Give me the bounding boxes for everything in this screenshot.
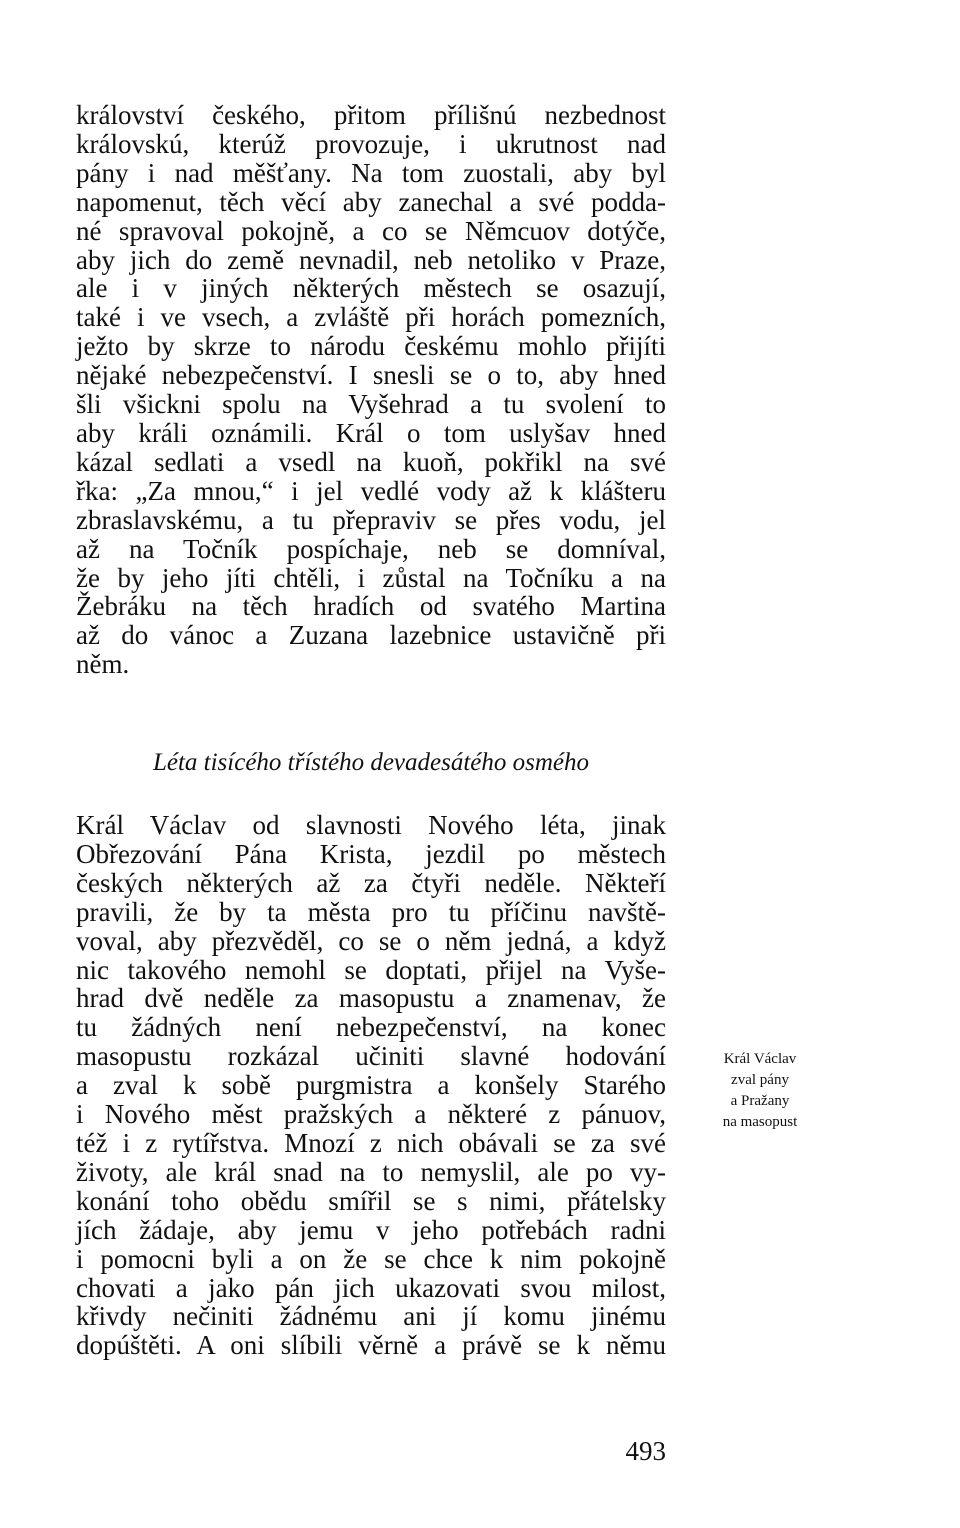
text-line: královskú, kterúž provozuje, i ukrutnost nad	[76, 128, 666, 159]
text-line: něm.	[76, 649, 130, 680]
text-line: aby jich do země nevnadil, neb netoliko v Praze,	[76, 244, 666, 275]
text-line: i Nového měst pražských a některé z pánuov,	[76, 1099, 666, 1130]
text-line: jích žádaje, aby jemu v jeho potřebách radni	[76, 1214, 666, 1245]
text-line: né spravoval pokojně, a co se Němcuov dotýče,	[76, 215, 666, 246]
text-line: konání toho obědu smířil se s nimi, přátelsky	[76, 1185, 666, 1216]
text-line: českých některých až za čtyři neděle. Někteří	[76, 867, 666, 898]
text-line: dopúštěti. A oni slíbili věrně a právě se k němu	[76, 1330, 666, 1361]
text-line: pány i nad měšťany. Na tom zuostali, aby byl	[76, 157, 666, 188]
text-line: masopustu rozkázal učiniti slavné hodování	[76, 1041, 666, 1072]
text-line: křivdy nečiniti žádnému ani jí komu jinému	[76, 1301, 666, 1332]
text-line: Král Václav od slavnosti Nového léta, jinak	[76, 810, 666, 840]
margin-note-line: Král Václav	[723, 1051, 797, 1067]
margin-note-line: a Pražany	[730, 1093, 790, 1109]
text-line: ježto by skrze to národu českému mohlo přijíti	[76, 331, 666, 362]
text-line: až do vánoc a Zuzana lazebnice ustavičně při	[76, 620, 666, 651]
text-line: pravili, že by ta města pro tu příčinu navště-	[76, 896, 666, 927]
margin-note-line: zval pány	[731, 1072, 789, 1088]
text-line: Žebráku na těch hradích od svatého Martina	[76, 591, 666, 622]
paragraph	[76, 811, 666, 1360]
text-line: tu žádných není nebezpečenství, na konec	[76, 1012, 666, 1043]
text-line: šli všickni spolu na Vyšehrad a tu svolení to	[76, 389, 666, 420]
section-heading: Léta tisícého třístého devadesátého osmého	[152, 749, 590, 776]
text-line: kázal sedlati a vsedl na kuoň, pokřikl na své	[76, 446, 666, 477]
text-line: nějaké nebezpečenství. I snesli se o to, aby hned	[76, 360, 666, 391]
text-line: životy, ale král snad na to nemyslil, ale po vy-	[76, 1156, 666, 1187]
text-line: že by jeho jíti chtěli, i zůstal na Točníku a na	[76, 562, 666, 593]
text-line: i pomocni byli a on že se chce k nim pokojně	[76, 1243, 666, 1274]
text-line: hrad dvě neděle za masopustu a znamenav, že	[76, 983, 666, 1014]
text-line: také i ve vsech, a zvláště při horách pomezních,	[76, 302, 666, 333]
text-line: a zval k sobě purgmistra a konšely Starého	[76, 1070, 666, 1101]
text-line: nic takového nemohl se doptati, přijel na Vyše-	[76, 954, 666, 985]
text-line: aby králi oznámili. Král o tom uslyšav hned	[76, 417, 666, 448]
margin-note-line: na masopust	[722, 1114, 798, 1130]
page-number: 493	[625, 1436, 666, 1466]
text-line: též i z rytířstva. Mnozí z nich obávali se za své	[76, 1127, 666, 1158]
text-line: voval, aby přezvěděl, co se o něm jedná, a když	[76, 925, 666, 956]
text-line: až na Točník pospíchaje, neb se domníval,	[76, 533, 666, 564]
text-line: království českého, přitom přílišnú nezbednost	[76, 100, 666, 130]
text-line: řka: „Za mnou,“ i jel vedlé vody až k klášteru	[76, 475, 666, 506]
text-line: chovati a jako pán jich ukazovati svou milost,	[76, 1272, 666, 1303]
margin-note	[690, 1049, 830, 1133]
text-line: ale i v jiných některých městech se osazují,	[76, 273, 666, 304]
text-line: zbraslavskému, a tu přepraviv se přes vodu, jel	[76, 504, 666, 535]
text-line: napomenut, těch věcí aby zanechal a své podda-	[76, 186, 666, 217]
paragraph-continued	[76, 101, 666, 679]
text-line: Obřezování Pána Krista, jezdil po městech	[76, 838, 666, 869]
